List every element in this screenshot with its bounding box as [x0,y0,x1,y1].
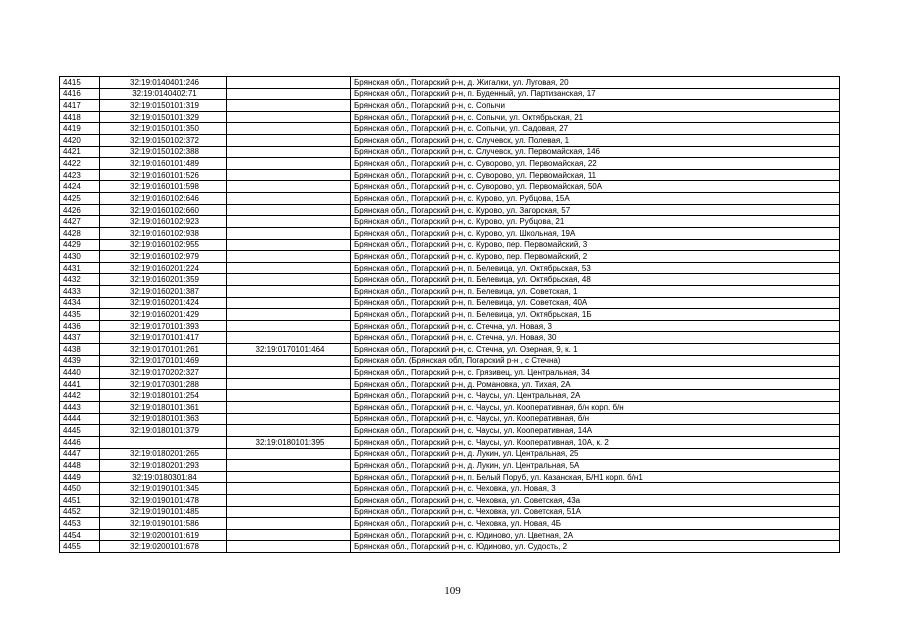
row-number-cell: 4441 [60,378,100,390]
address-cell: Брянская обл., Погарский р-н, п. Белевица, ул. Советская, 40А [351,297,840,309]
table-row [60,460,840,472]
land-cadastral-number-cell: 32:19:0150102:372 [100,135,227,147]
land-cadastral-number-cell: 32:19:0160102:660 [100,204,227,216]
row-number-cell: 4437 [60,332,100,344]
address-cell: Брянская обл., Погарский р-н, с. Чаусы, ул. Кооперативная, б/н корп. б/н [351,402,840,414]
table-row [60,216,840,228]
table-row [60,100,840,112]
land-cadastral-number-cell: 32:19:0200101:619 [100,529,227,541]
land-cadastral-number-cell: 32:19:0180101:254 [100,390,227,402]
row-number-cell: 4427 [60,216,100,228]
land-cadastral-number-cell: 32:19:0180101:363 [100,413,227,425]
row-number-cell: 4435 [60,309,100,321]
land-cadastral-number-cell: 32:19:0150102:388 [100,146,227,158]
address-cell: Брянская обл., Погарский р-н, с. Чеховка, ул. Советская, 43а [351,494,840,506]
address-cell: Брянская обл., Погарский р-н, с. Грязивец, ул. Центральная, 34 [351,367,840,379]
address-cell: Брянская обл., Погарский р-н, с. Стечна, ул. Новая, 30 [351,332,840,344]
address-cell: Брянская обл., Погарский р-н, с. Чаусы, ул. Кооперативная, 14А [351,425,840,437]
row-number-cell: 4447 [60,448,100,460]
table-row [60,111,840,123]
address-cell: Брянская обл., Погарский р-н, с. Чаусы, ул. Центральная, 2А [351,390,840,402]
building-cadastral-number-cell [227,123,351,135]
land-cadastral-number-cell: 32:19:0160101:489 [100,158,227,170]
land-cadastral-number-cell: 32:19:0160201:387 [100,285,227,297]
land-cadastral-number-cell: 32:19:0160102:979 [100,251,227,263]
address-cell: Брянская обл., Погарский р-н, п. Буденный, ул. Партизанская, 17 [351,88,840,100]
row-number-cell: 4454 [60,529,100,541]
address-cell: Брянская обл., Погарский р-н, с. Курово, пер. Первомайский, 3 [351,239,840,251]
address-cell: Брянская обл., Погарский р-н, д. Жигалки, ул. Луговая, 20 [351,77,840,89]
row-number-cell: 4419 [60,123,100,135]
land-cadastral-number-cell: 32:19:0160102:955 [100,239,227,251]
address-cell: Брянская обл., Погарский р-н, п. Белевица, ул. Октябрьская, 53 [351,262,840,274]
building-cadastral-number-cell [227,88,351,100]
land-cadastral-number-cell: 32:19:0160201:429 [100,309,227,321]
land-cadastral-number-cell: 32:19:0170101:261 [100,344,227,356]
address-cell: Брянская обл., Погарский р-н, с. Стечна, ул. Новая, 3 [351,320,840,332]
land-cadastral-number-cell: 32:19:0150101:319 [100,100,227,112]
table-row [60,344,840,356]
row-number-cell: 4443 [60,402,100,414]
building-cadastral-number-cell [227,204,351,216]
table-row [60,262,840,274]
land-cadastral-number-cell: 32:19:0170101:393 [100,320,227,332]
land-cadastral-number-cell: 32:19:0190101:586 [100,518,227,530]
address-cell: Брянская обл., Погарский р-н, с. Чаусы, ул. Кооперативная, б/н [351,413,840,425]
address-cell: Брянская обл., Погарский р-н, с. Юдиново, ул. Судость, 2 [351,541,840,553]
land-cadastral-number-cell: 32:19:0180201:265 [100,448,227,460]
row-number-cell: 4428 [60,227,100,239]
building-cadastral-number-cell [227,460,351,472]
building-cadastral-number-cell [227,193,351,205]
address-cell: Брянская обл., Погарский р-н, с. Суворово, ул. Первомайская, 22 [351,158,840,170]
land-cadastral-number-cell: 32:19:0200101:678 [100,541,227,553]
table-row [60,425,840,437]
row-number-cell: 4425 [60,193,100,205]
table-row [60,355,840,367]
land-cadastral-number-cell: 32:19:0170202:327 [100,367,227,379]
address-cell: Брянская обл., Погарский р-н, с. Случевск, ул. Полевая, 1 [351,135,840,147]
table-row [60,297,840,309]
building-cadastral-number-cell [227,111,351,123]
row-number-cell: 4418 [60,111,100,123]
land-cadastral-number-cell: 32:19:0150101:350 [100,123,227,135]
row-number-cell: 4433 [60,285,100,297]
building-cadastral-number-cell [227,262,351,274]
row-number-cell: 4449 [60,471,100,483]
land-cadastral-number-cell: 32:19:0160201:224 [100,262,227,274]
table-row [60,320,840,332]
table-row [60,332,840,344]
building-cadastral-number-cell [227,320,351,332]
address-cell: Брянская обл., Погарский р-н, с. Курово, ул. Рубцова, 15А [351,193,840,205]
table-row [60,471,840,483]
table-row [60,158,840,170]
land-cadastral-number-cell [100,436,227,448]
row-number-cell: 4442 [60,390,100,402]
building-cadastral-number-cell [227,285,351,297]
building-cadastral-number-cell [227,332,351,344]
address-cell: Брянская обл., Погарский р-н, п. Белевица, ул. Советская, 1 [351,285,840,297]
table-row [60,390,840,402]
table-row [60,448,840,460]
building-cadastral-number-cell [227,169,351,181]
row-number-cell: 4415 [60,77,100,89]
address-cell: Брянская обл., Погарский р-н, с. Чеховка, ул. Новая, 3 [351,483,840,495]
address-cell: Брянская обл., Погарский р-н, с. Суворово, ул. Первомайская, 11 [351,169,840,181]
row-number-cell: 4434 [60,297,100,309]
row-number-cell: 4453 [60,518,100,530]
land-cadastral-number-cell: 32:19:0170301:288 [100,378,227,390]
address-cell: Брянская обл., Погарский р-н, с. Сопычи, ул. Садовая, 27 [351,123,840,135]
address-cell: Брянская обл., Погарский р-н, с. Курово, ул. Загорская, 57 [351,204,840,216]
row-number-cell: 4438 [60,344,100,356]
row-number-cell: 4451 [60,494,100,506]
building-cadastral-number-cell [227,471,351,483]
building-cadastral-number-cell [227,355,351,367]
address-cell: Брянская обл., Погарский р-н, с. Курово, пер. Первомайский, 2 [351,251,840,263]
table-row [60,402,840,414]
table-row [60,181,840,193]
row-number-cell: 4452 [60,506,100,518]
row-number-cell: 4450 [60,483,100,495]
building-cadastral-number-cell [227,181,351,193]
address-cell: Брянская обл., Погарский р-н, с. Случевск, ул. Первомайская, 146 [351,146,840,158]
building-cadastral-number-cell [227,274,351,286]
row-number-cell: 4440 [60,367,100,379]
land-cadastral-number-cell: 32:19:0160201:359 [100,274,227,286]
address-cell: Брянская обл., Погарский р-н, д. Лукин, ул. Центральная, 25 [351,448,840,460]
table-row [60,88,840,100]
land-cadastral-number-cell: 32:19:0180101:361 [100,402,227,414]
building-cadastral-number-cell [227,309,351,321]
building-cadastral-number-cell [227,378,351,390]
row-number-cell: 4421 [60,146,100,158]
land-cadastral-number-cell: 32:19:0160101:598 [100,181,227,193]
land-cadastral-number-cell: 32:19:0180201:293 [100,460,227,472]
address-cell: Брянская обл., Погарский р-н, с. Чеховка, ул. Советская, 51А [351,506,840,518]
address-cell: Брянская обл., Погарский р-н, д. Лукин, ул. Центральная, 5А [351,460,840,472]
table-row [60,146,840,158]
address-cell: Брянская обл., Погарский р-н, с. Чаусы, ул. Кооперативная, 10А, к. 2 [351,436,840,448]
address-cell: Брянская обл., Погарский р-н, с. Стечна, ул. Озерная, 9, к. 1 [351,344,840,356]
row-number-cell: 4416 [60,88,100,100]
land-cadastral-number-cell: 32:19:0180301:84 [100,471,227,483]
address-cell: Брянская обл., Погарский р-н, п. Белевица, ул. Октябрьская, 1Б [351,309,840,321]
row-number-cell: 4430 [60,251,100,263]
table-row [60,309,840,321]
address-cell: Брянская обл., Погарский р-н, с. Сопычи, ул. Октябрьская, 21 [351,111,840,123]
land-cadastral-number-cell: 32:19:0160102:923 [100,216,227,228]
row-number-cell: 4444 [60,413,100,425]
row-number-cell: 4429 [60,239,100,251]
row-number-cell: 4448 [60,460,100,472]
address-cell: Брянская обл., Погарский р-н, п. Белевица, ул. Октябрьская, 48 [351,274,840,286]
building-cadastral-number-cell [227,483,351,495]
building-cadastral-number-cell [227,227,351,239]
building-cadastral-number-cell: 32:19:0170101:464 [227,344,351,356]
address-cell: Брянская обл., Погарский р-н, с. Суворово, ул. Первомайская, 50А [351,181,840,193]
building-cadastral-number-cell [227,146,351,158]
table-row [60,529,840,541]
building-cadastral-number-cell [227,251,351,263]
table-row [60,204,840,216]
building-cadastral-number-cell [227,506,351,518]
table-row [60,541,840,553]
building-cadastral-number-cell [227,135,351,147]
address-cell: Брянская обл., Погарский р-н, п. Белый Поруб, ул. Казанская, Б/Н1 корп. б/н1 [351,471,840,483]
row-number-cell: 4439 [60,355,100,367]
land-cadastral-number-cell: 32:19:0170101:417 [100,332,227,344]
row-number-cell: 4431 [60,262,100,274]
registry-table-body [60,77,840,553]
row-number-cell: 4436 [60,320,100,332]
row-number-cell: 4446 [60,436,100,448]
building-cadastral-number-cell [227,367,351,379]
building-cadastral-number-cell [227,239,351,251]
building-cadastral-number-cell [227,390,351,402]
land-cadastral-number-cell: 32:19:0160102:646 [100,193,227,205]
row-number-cell: 4422 [60,158,100,170]
table-row [60,506,840,518]
building-cadastral-number-cell [227,402,351,414]
building-cadastral-number-cell [227,297,351,309]
row-number-cell: 4420 [60,135,100,147]
table-row [60,367,840,379]
row-number-cell: 4426 [60,204,100,216]
land-cadastral-number-cell: 32:19:0180101:379 [100,425,227,437]
building-cadastral-number-cell [227,529,351,541]
land-cadastral-number-cell: 32:19:0140402:71 [100,88,227,100]
address-cell: Брянская обл., Погарский р-н, с. Курово, ул. Рубцова, 21 [351,216,840,228]
land-cadastral-number-cell: 32:19:0190101:485 [100,506,227,518]
table-row [60,193,840,205]
land-cadastral-number-cell: 32:19:0190101:478 [100,494,227,506]
table-row [60,169,840,181]
property-registry-table [59,76,840,553]
building-cadastral-number-cell [227,158,351,170]
table-row [60,483,840,495]
building-cadastral-number-cell [227,413,351,425]
address-cell: Брянская обл. (Брянская обл, Погарский р-н , с Стечна) [351,355,840,367]
table-row [60,494,840,506]
address-cell: Брянская обл., Погарский р-н, с. Курово, ул. Школьная, 19А [351,227,840,239]
table-row [60,413,840,425]
row-number-cell: 4417 [60,100,100,112]
table-row [60,239,840,251]
building-cadastral-number-cell [227,541,351,553]
building-cadastral-number-cell [227,494,351,506]
building-cadastral-number-cell [227,77,351,89]
table-row [60,378,840,390]
land-cadastral-number-cell: 32:19:0190101:345 [100,483,227,495]
address-cell: Брянская обл., Погарский р-н, с. Юдиново, ул. Цветная, 2А [351,529,840,541]
table-row [60,251,840,263]
building-cadastral-number-cell [227,518,351,530]
building-cadastral-number-cell [227,448,351,460]
table-row [60,227,840,239]
table-row [60,274,840,286]
page-number: 109 [444,585,461,597]
row-number-cell: 4455 [60,541,100,553]
table-row [60,436,840,448]
row-number-cell: 4445 [60,425,100,437]
address-cell: Брянская обл., Погарский р-н, с. Сопычи [351,100,840,112]
land-cadastral-number-cell: 32:19:0160201:424 [100,297,227,309]
building-cadastral-number-cell [227,100,351,112]
address-cell: Брянская обл., Погарский р-н, с. Чеховка, ул. Новая, 4Б [351,518,840,530]
building-cadastral-number-cell [227,216,351,228]
table-row [60,123,840,135]
building-cadastral-number-cell [227,425,351,437]
land-cadastral-number-cell: 32:19:0140401:246 [100,77,227,89]
land-cadastral-number-cell: 32:19:0160101:526 [100,169,227,181]
building-cadastral-number-cell: 32:19:0180101:395 [227,436,351,448]
table-row [60,285,840,297]
table-row [60,518,840,530]
address-cell: Брянская обл., Погарский р-н, д. Романовка, ул. Тихая, 2А [351,378,840,390]
land-cadastral-number-cell: 32:19:0150101:329 [100,111,227,123]
table-row [60,135,840,147]
row-number-cell: 4423 [60,169,100,181]
land-cadastral-number-cell: 32:19:0170101:469 [100,355,227,367]
row-number-cell: 4432 [60,274,100,286]
land-cadastral-number-cell: 32:19:0160102:938 [100,227,227,239]
row-number-cell: 4424 [60,181,100,193]
table-row [60,77,840,89]
